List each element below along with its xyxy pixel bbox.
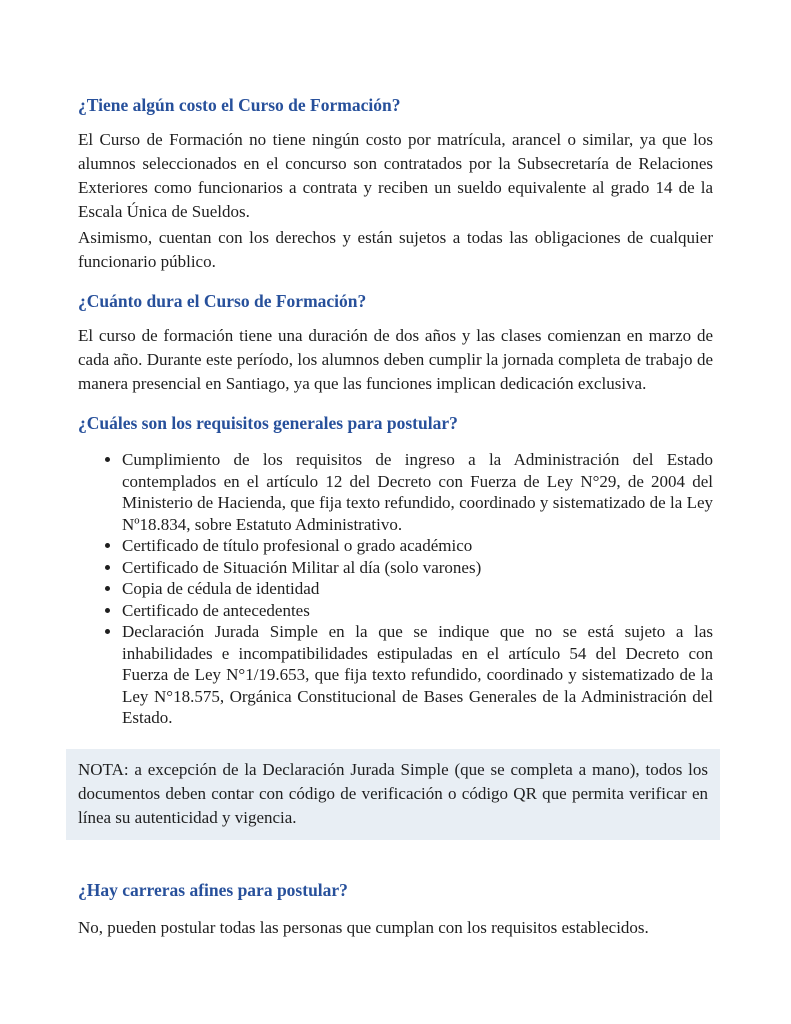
faq-answer-related-careers-paragraph: No, pueden postular todas las personas que cumplan con los requisitos establecidos. [78,917,649,937]
faq-question-cost: ¿Tiene algún costo el Curso de Formación? [78,95,401,115]
requirement-item-background-certificate: • Certificado de antecedentes [122,600,713,622]
faq-question-related-careers: ¿Hay carreras afines para postular? [78,879,348,900]
requirement-item-degree-certificate: • Certificado de título profesional o grado académico [122,535,713,557]
requirements-list [78,449,713,729]
faq-question-requirements: ¿Cuáles son los requisitos generales para postular? [78,413,458,433]
faq-answer-cost-paragraph-1: El Curso de Formación no tiene ningún costo por matrícula, arancel o similar, ya que los alumnos seleccionados en el concurso son contratados por la Subsecretaría de Relaciones Exteriores como funcionarios a contrata y reciben un sueldo equivalente al grado 14 de la Escala Única de Sueldos. [78,130,713,221]
requirement-item-id-copy: • Copia de cédula de identidad [122,578,713,600]
note-text: NOTA: a excepción de la Declaración Jurada Simple (que se completa a mano), todos los documentos deben contar con código de verificación o código QR que permita verificar en línea su autenticidad y vigencia. [78,759,708,827]
note-box [66,749,720,840]
faq-answer-cost-paragraph-2: Asimismo, cuentan con los derechos y están sujetos a todas las obligaciones de cualquier funcionario público. [78,228,713,271]
requirement-item-admission: • Cumplimiento de los requisitos de ingreso a la Administración del Estado contemplados en el artículo 12 del Decreto con Fuerza de Ley N°29, de 2004 del Ministerio de Hacienda, que fija texto refundido, coordinado y sistematizado de la Ley Nº18.834, sobre Estatuto Administrativo. [122,449,713,535]
requirement-item-sworn-declaration: • Declaración Jurada Simple en la que se indique que no se está sujeto a las inhabilidades e incompatibilidades estipuladas en el artículo 54 del Decreto con Fuerza de Ley N°1/19.653, que fija texto refundido, coordinado y sistematizado de la Ley N°18.575, Orgánica Constitucional de Bases Generales de la Administración del Estado. [122,621,713,729]
faq-question-duration: ¿Cuánto dura el Curso de Formación? [78,291,367,311]
requirement-item-military-certificate: • Certificado de Situación Militar al día (solo varones) [122,557,713,579]
faq-answer-duration-paragraph: El curso de formación tiene una duración de dos años y las clases comienzan en marzo de cada año. Durante este período, los alumnos deben cumplir la jornada completa de trabajo de manera presencial en Santiago, ya que las funciones implican dedicación exclusiva. [78,326,713,393]
